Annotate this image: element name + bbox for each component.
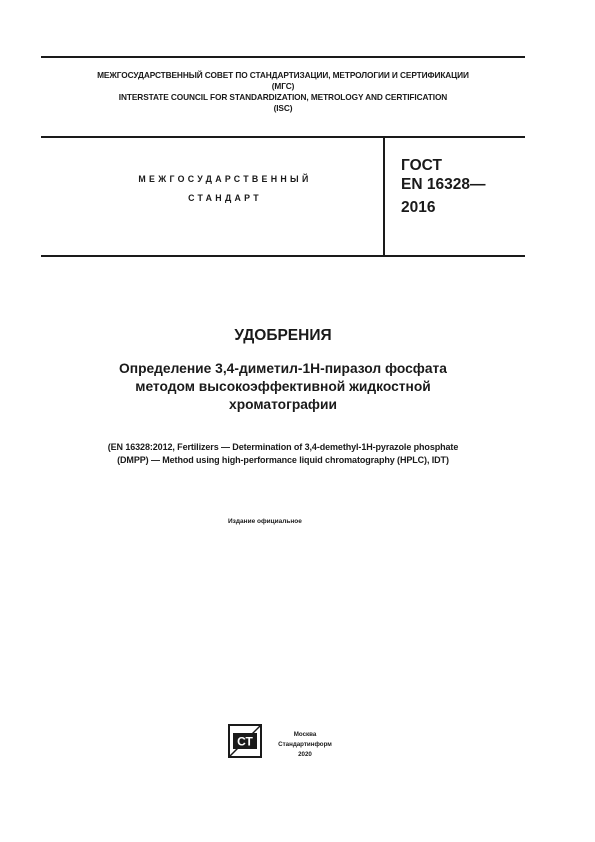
standartinform-logo-icon	[228, 724, 262, 758]
logo-letters: СТ	[237, 734, 253, 749]
english-reference	[41, 441, 525, 467]
council-en-name: INTERSTATE COUNCIL FOR STANDARDIZATION, METROLOGY AND CERTIFICATION	[118, 92, 448, 102]
publisher-city: Москва	[293, 731, 317, 738]
standard-number	[401, 156, 485, 217]
council-ru-name: МЕЖГОСУДАРСТВЕННЫЙ СОВЕТ ПО СТАНДАРТИЗАЦИИ, МЕТРОЛОГИИ И СЕРТИФИКАЦИИ	[97, 70, 469, 80]
header-bottom-rule	[41, 255, 525, 257]
header-divider	[383, 137, 385, 256]
standard-year: 2016	[401, 199, 436, 216]
council-bottom-rule	[41, 136, 525, 138]
publisher-name: Стандартинформ	[278, 741, 332, 748]
council-en-abbr: (ISC)	[273, 103, 293, 113]
english-reference-line2: (DMPP) — Method using high-performance liquid chromatography (HPLC), IDT)	[117, 455, 449, 465]
top-rule	[41, 56, 525, 58]
standard-prefix: ГОСТ	[401, 157, 442, 174]
document-title: УДОБРЕНИЯ	[234, 327, 332, 344]
standard-code: EN 16328—	[401, 176, 486, 193]
subtitle-line1: Определение 3,4-диметил-1Н-пиразол фосфата	[119, 361, 447, 376]
council-ru-abbr: (МГС)	[271, 81, 295, 91]
standard-type-line1: МЕЖГОСУДАРСТВЕННЫЙ	[138, 174, 312, 184]
publisher-block	[276, 730, 334, 760]
subtitle-line2: методом высокоэффективной жидкостной	[135, 379, 431, 394]
document-subtitle	[41, 360, 525, 414]
publisher-year: 2020	[298, 751, 312, 758]
subtitle-line3: хроматографии	[229, 397, 337, 412]
standard-type	[95, 170, 355, 208]
english-reference-line1: (EN 16328:2012, Fertilizers — Determination of 3,4-demethyl-1H-pyrazole phosphate	[107, 442, 459, 452]
standard-type-line2: СТАНДАРТ	[188, 193, 262, 203]
official-edition-label: Издание официальное	[228, 518, 302, 525]
council-block	[41, 70, 525, 114]
